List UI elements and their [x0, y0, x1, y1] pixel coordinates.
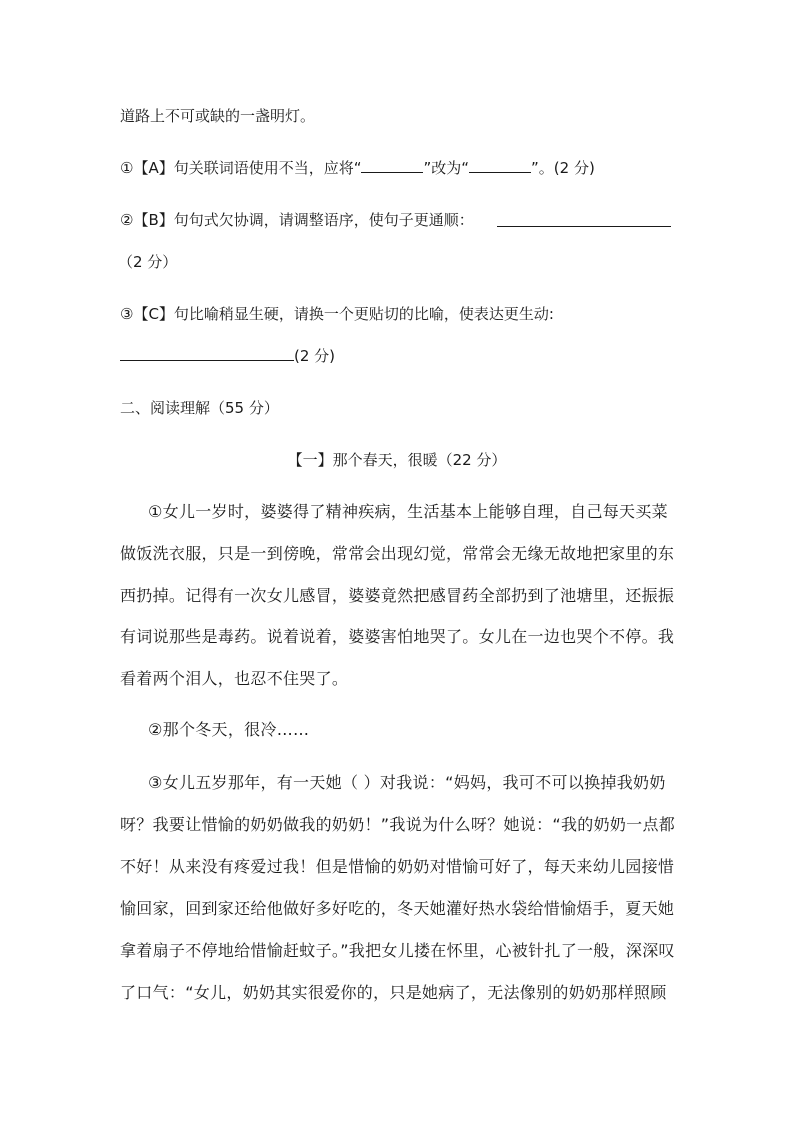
paragraph-2-line: ②那个冬天，很冷…… — [148, 720, 310, 739]
question-2-text: ②【B】句句式欠协调，请调整语序，使句子更通顺： — [120, 211, 474, 229]
paragraph-3-line: 拿着扇子不停地给惜愉赶蚊子。”我把女儿搂在怀里，心被针扎了一般，深深叹 — [120, 941, 675, 960]
answer-blank-2[interactable] — [469, 158, 531, 173]
paragraph-1-line: 有词说那些是毒药。说着说着，婆婆害怕地哭了。女儿在一边也哭个不停。我 — [120, 627, 675, 646]
passage-title: 【一】那个春天，很暖（22 分） — [287, 451, 507, 469]
question-1-prefix: ①【A】句关联词语使用不当，应将“ — [120, 159, 362, 177]
paragraph-3-line: 愉回家，回到家还给他做好多好吃的，冬天她灌好热水袋给惜愉焐手，夏天她 — [120, 899, 675, 918]
paragraph-3-line: ③女儿五岁那年，有一天她（ ）对我说：“妈妈，我可不可以换掉我奶奶 — [148, 773, 666, 792]
question-1 — [120, 158, 595, 178]
question-3-answer-line — [120, 346, 335, 366]
paragraph-3-line: 不好！从来没有疼爱过我！但是惜愉的奶奶对惜愉可好了，每天来幼儿园接惜 — [120, 857, 675, 876]
paragraph-3-line: 呀？我要让惜愉的奶奶做我的奶奶！”我说为什么呀？她说：“我的奶奶一点都 — [120, 815, 676, 834]
paragraph-1-line: ①女儿一岁时，婆婆得了精神疾病，生活基本上能够自理，自己每天买菜 — [148, 502, 668, 521]
paragraph-1-line: 看着两个泪人，也忍不住哭了。 — [120, 669, 349, 688]
question-3-text: ③【C】句比喻稍显生硬，请换一个更贴切的比喻，使表达更生动: — [120, 305, 554, 323]
question-1-mid: ”改为“ — [423, 159, 470, 177]
carry-over-line: 道路上不可或缺的一盏明灯。 — [120, 107, 316, 125]
answer-blank-3[interactable] — [497, 212, 671, 227]
question-2 — [120, 210, 474, 230]
answer-blank-4[interactable] — [120, 346, 294, 361]
answer-blank-1[interactable] — [361, 158, 423, 173]
section-heading: 二、阅读理解（55 分） — [120, 399, 279, 417]
question-3-score: (2 分) — [294, 347, 336, 365]
question-1-suffix: ”。(2 分) — [531, 159, 595, 177]
question-2-score: （2 分） — [118, 253, 178, 271]
paragraph-1-line: 西扔掉。记得有一次女儿感冒，婆婆竟然把感冒药全部扔到了池塘里，还振振 — [120, 586, 675, 605]
paragraph-1-line: 做饭洗衣服，只是一到傍晚，常常会出现幻觉，常常会无缘无故地把家里的东 — [120, 544, 675, 563]
paragraph-3-line: 了口气：“女儿，奶奶其实很爱你的，只是她病了，无法像别的奶奶那样照顾 — [120, 983, 667, 1002]
